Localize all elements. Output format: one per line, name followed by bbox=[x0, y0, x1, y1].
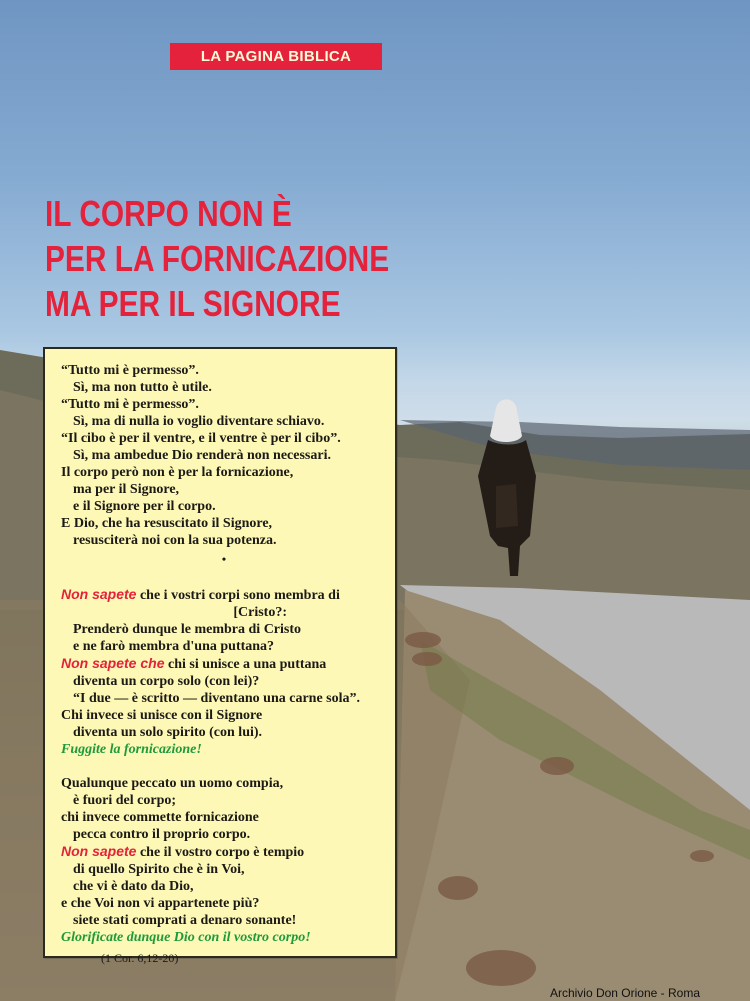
verse-line: [Cristo?: bbox=[233, 605, 287, 620]
verse-line: “I due — è scritto — diventano una carne sola”. bbox=[73, 691, 360, 706]
stone bbox=[540, 757, 574, 775]
verse-line: è fuori del corpo; bbox=[73, 793, 177, 808]
verse-line: e il Signore per il corpo. bbox=[73, 499, 216, 514]
section-separator: • bbox=[221, 552, 227, 566]
emphasis-green: Glorificate dunque Dio con il vostro corpo! bbox=[61, 930, 311, 945]
verse-line: Sì, ma ambedue Dio renderà non necessari. bbox=[73, 448, 331, 463]
verse-line: Qualunque peccato un uomo compia, bbox=[61, 776, 284, 791]
title-line: PER LA FORNICAZIONE bbox=[45, 238, 390, 279]
verse-line: “Il cibo è per il ventre, e il ventre è per il cibo”. bbox=[61, 431, 341, 446]
archive-credit: Archivio Don Orione - Roma bbox=[549, 986, 700, 1000]
verse-line: chi invece commette fornicazione bbox=[61, 810, 259, 825]
verse-line: e che Voi non vi appartenete più? bbox=[61, 896, 260, 911]
scripture-panel bbox=[43, 347, 397, 965]
verse-line: Sì, ma di nulla io voglio diventare schiavo. bbox=[73, 414, 325, 429]
walking-figure bbox=[470, 396, 542, 586]
stone bbox=[412, 652, 442, 666]
stone bbox=[405, 632, 441, 648]
verse-line: ma per il Signore, bbox=[73, 482, 180, 497]
stone bbox=[466, 950, 536, 986]
verse-line: resusciterà noi con la sua potenza. bbox=[73, 533, 277, 548]
bible-citation: (1 Cor. 6,12-20) bbox=[101, 951, 179, 965]
emphasis-red: Non sapete bbox=[61, 843, 137, 859]
verse-line: diventa un corpo solo (con lei)? bbox=[73, 674, 260, 689]
verse-line: di quello Spirito che è in Voi, bbox=[73, 862, 245, 877]
verse-line: Non sapete che chi si unisce a una puttana bbox=[61, 655, 327, 672]
title-line: MA PER IL SIGNORE bbox=[45, 283, 341, 324]
stone bbox=[438, 876, 478, 900]
scripture-text bbox=[61, 362, 387, 967]
verse-line: Non sapete che i vostri corpi sono membra di bbox=[61, 586, 340, 603]
article-title bbox=[45, 191, 389, 326]
verse-line: pecca contro il proprio corpo. bbox=[73, 827, 251, 842]
verse-line: Chi invece si unisce con il Signore bbox=[61, 708, 263, 723]
verse-line: “Tutto mi è permesso”. bbox=[61, 397, 199, 412]
verse-line: e ne farò membra d'una puttana? bbox=[73, 639, 275, 654]
verse-line: E Dio, che ha resuscitato il Signore, bbox=[61, 516, 273, 531]
verse-line: siete stati comprati a denaro sonante! bbox=[73, 913, 297, 928]
section-banner: LA PAGINA BIBLICA bbox=[170, 43, 382, 70]
stanza-gap bbox=[61, 758, 387, 775]
stone bbox=[690, 850, 714, 862]
verse-line: “Tutto mi è permesso”. bbox=[61, 363, 199, 378]
emphasis-red: Non sapete bbox=[61, 586, 137, 602]
verse-line: che vi è dato da Dio, bbox=[73, 879, 194, 894]
emphasis-green: Fuggite la fornicazione! bbox=[61, 742, 202, 757]
title-line: IL CORPO NON È bbox=[45, 193, 292, 234]
verse-line: Non sapete che il vostro corpo è tempio bbox=[61, 843, 305, 860]
verse-line: diventa un solo spirito (con lui). bbox=[73, 725, 263, 740]
emphasis-red: Non sapete che bbox=[61, 655, 165, 671]
verse-line: Il corpo però non è per la fornicazione, bbox=[61, 465, 294, 480]
verse-line: Prenderò dunque le membra di Cristo bbox=[73, 622, 302, 637]
verse-line: Sì, ma non tutto è utile. bbox=[73, 380, 212, 395]
